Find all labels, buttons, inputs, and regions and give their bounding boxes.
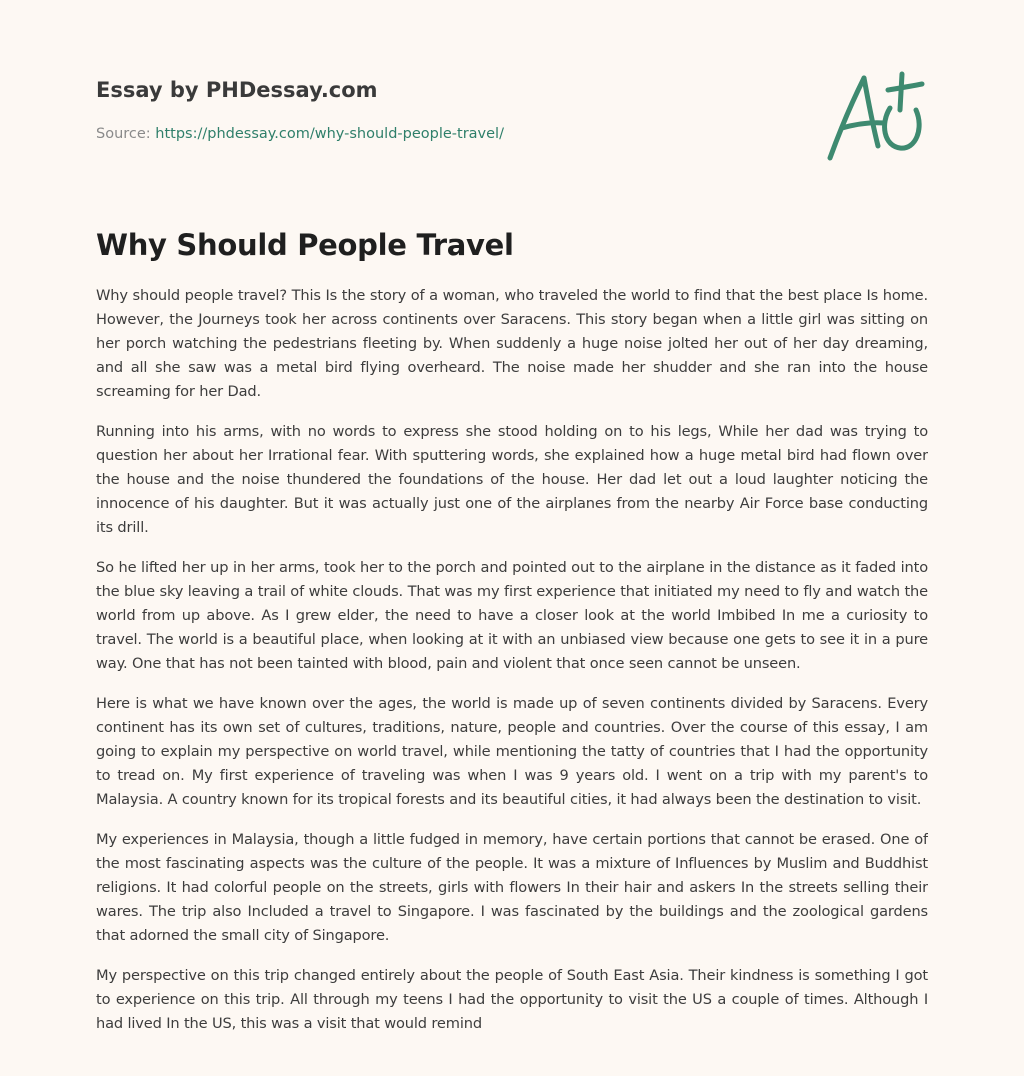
essay-paragraph: So he lifted her up in her arms, took her to the porch and pointed out to the airplane in the distance as it faded into the blue sky leaving a trail of white clouds. That was my first experience that initiated my need to fly and watch the world from up above. As I grew elder, the need to have a closer look at the world Imbibed In me a curiosity to travel. The world is a beautiful place, when looking at it with an unbiased view because one gets to see it in a pure way. One that has not been tainted with blood, pain and violent that once seen cannot be unseen. xyxy=(96,559,928,672)
essay-paragraph: My perspective on this trip changed entirely about the people of South East Asia. Their kindness is something I got to experience on this trip. All through my teens I had the opportunity to visit the US a couple of times. Although I had lived In the US, this was a visit that would remind xyxy=(96,967,928,1032)
source-link[interactable]: https://phdessay.com/why-should-people-travel/ xyxy=(155,126,504,142)
essay-title: Why Should People Travel xyxy=(96,228,514,262)
source-line xyxy=(96,124,716,144)
essay-paragraph: Why should people travel? This Is the story of a woman, who traveled the world to find that the best place Is home. However, the Journeys took her across continents over Saracens. This story began when a little girl was sitting on her porch watching the pedestrians fleeting by. When suddenly a huge noise jolted her out of her day dreaming, and all she saw was a metal bird flying overheard. The noise made her shudder and she ran into the house screaming for her Dad. xyxy=(96,287,928,400)
essay-paragraph: Here is what we have known over the ages, the world is made up of seven continents divided by Saracens. Every continent has its own set of cultures, traditions, nature, people and countries. Over the course of this essay, I am going to explain my perspective on world travel, while mentioning the tatty of countries that I had the opportunity to tread on. My first experience of traveling was when I was 9 years old. I went on a trip with my parent's to Malaysia. A country known for its tropical forests and its beautiful cities, it had always been the destination to visit. xyxy=(96,695,928,808)
a-plus-grade-icon xyxy=(820,66,930,166)
essay-paragraph: My experiences in Malaysia, though a little fudged in memory, have certain portions that cannot be erased. One of the most fascinating aspects was the culture of the people. It was a mixture of Influences by Muslim and Buddhist religions. It had colorful people on the streets, girls with flowers In their hair and askers In the streets selling their wares. The trip also Included a travel to Singapore. I was fascinated by the buildings and the zoological gardens that adorned the small city of Singapore. xyxy=(96,831,928,944)
essay-paragraph: Running into his arms, with no words to express she stood holding on to his legs, While her dad was trying to question her about her Irrational fear. With sputtering words, she explained how a huge metal bird had flown over the house and the noise thundered the foundations of the house. Her dad let out a loud laughter noticing the innocence of his daughter. But it was actually just one of the airplanes from the nearby Air Force base conducting its drill. xyxy=(96,423,928,536)
essay-header xyxy=(96,76,716,144)
source-label: Source: xyxy=(96,126,151,142)
site-brand: Essay by PHDessay.com xyxy=(96,78,378,102)
essay-body xyxy=(96,284,928,1064)
